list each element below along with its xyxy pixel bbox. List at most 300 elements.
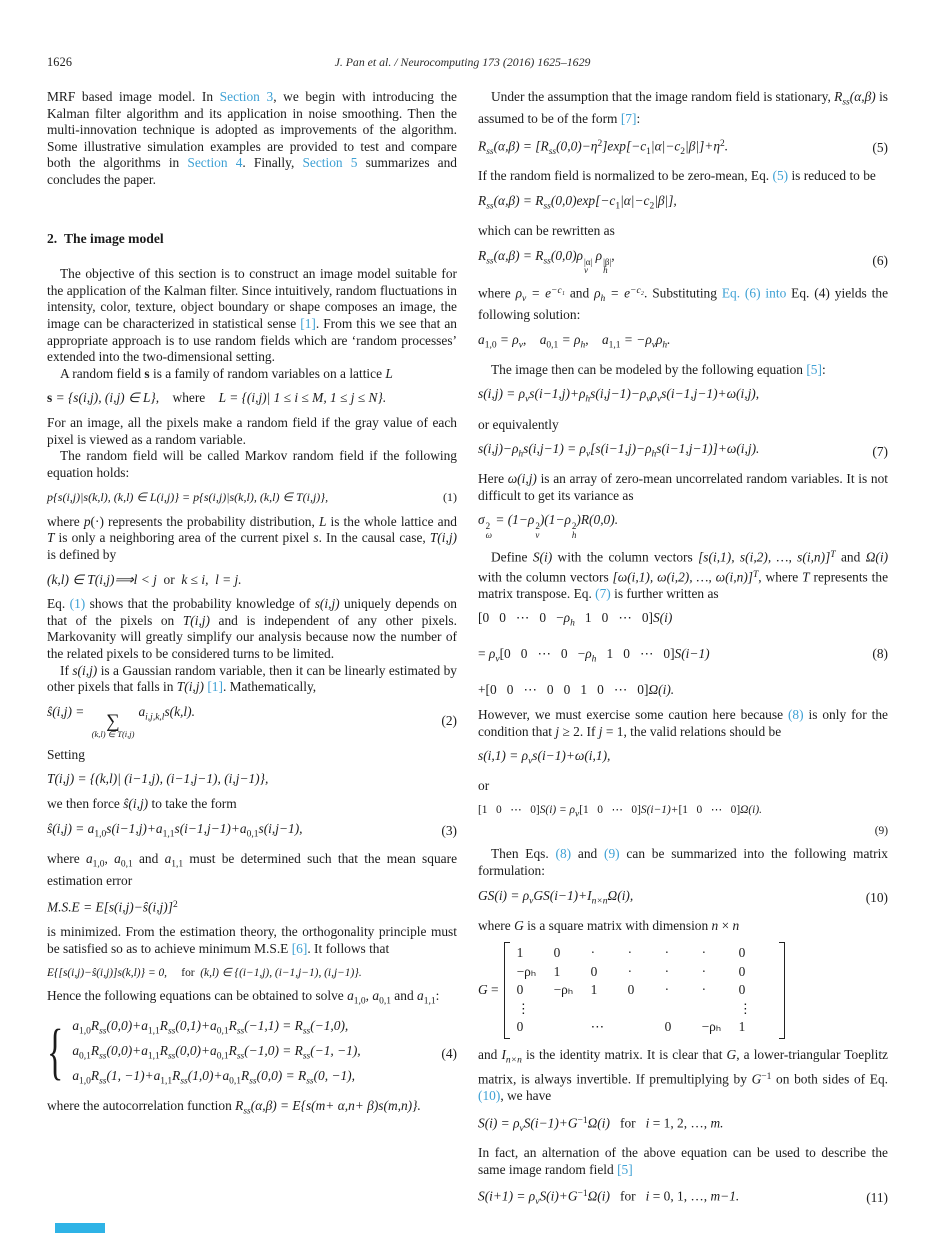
stack-sub: h xyxy=(603,265,608,276)
text-run: (α,β) = [R xyxy=(493,138,549,154)
text-run: [1 0 ⋯ 0] xyxy=(579,803,641,816)
text-run: In fact, an alternation of the above equation can be used to describe the same image random field xyxy=(478,1145,888,1177)
paragraph xyxy=(478,89,888,128)
text-run: −c₂ xyxy=(630,285,644,296)
paragraph xyxy=(47,415,457,448)
equation-line xyxy=(47,489,435,506)
ref-link[interactable]: (10) xyxy=(478,1087,501,1103)
equation-body xyxy=(478,1186,858,1211)
text-run: [1 0 ⋯ 0] xyxy=(678,803,741,816)
text-run: and xyxy=(564,285,595,301)
equation xyxy=(478,748,888,770)
equation-body xyxy=(478,386,888,408)
paragraph xyxy=(478,223,888,240)
paragraph xyxy=(47,596,457,662)
text-run: S(i) xyxy=(532,549,553,565)
text-run: G xyxy=(478,982,488,998)
equation-body xyxy=(478,1113,888,1138)
text-run: E{[s(i,j)−ŝ(i,j)]s(k,l)} = 0, xyxy=(47,966,168,979)
text-run: , xyxy=(585,331,602,347)
text-run: v xyxy=(585,449,591,460)
text-run: S(i) = ρ xyxy=(478,1115,520,1130)
text-run: 1,0 xyxy=(353,996,366,1007)
text-run: σ xyxy=(478,512,485,528)
text-run: If the random field is normalized to be zero-mean, Eq. xyxy=(478,168,773,184)
equation-number: (10) xyxy=(865,890,888,906)
text-run: −1 xyxy=(577,1189,588,1200)
text-run: 1,1 xyxy=(147,1026,160,1037)
text-run: 2. The image model xyxy=(47,230,164,246)
ref-link[interactable]: (7) xyxy=(595,585,611,601)
text-run: for xyxy=(167,966,201,979)
equation-line xyxy=(478,646,864,668)
text-run: . Finally, xyxy=(242,155,303,171)
equation-body xyxy=(47,489,435,506)
text-run: , xyxy=(522,331,540,347)
paragraph xyxy=(47,851,457,890)
text-run: T xyxy=(802,569,810,584)
equation-line xyxy=(478,248,864,275)
matrix-lhs xyxy=(478,982,499,999)
text-run: is a family of random variables on a lattice xyxy=(149,365,386,381)
stack-sub: v xyxy=(535,529,540,540)
text-run: ρ xyxy=(515,285,523,301)
text-run: (0,1)+a xyxy=(175,1017,217,1033)
equation-line xyxy=(478,441,864,463)
running-head: J. Pan et al. / Neurocomputing 173 (2016) 1625–1629 xyxy=(334,55,591,69)
text-run: ρ xyxy=(594,285,601,301)
matrix-cell: · xyxy=(701,963,707,979)
text-run: v xyxy=(535,1197,540,1208)
text-run: (α,β) = E{s(m+ α,n+ β)s(m,n)}. xyxy=(250,1098,421,1114)
ref-link[interactable]: (9) xyxy=(604,846,620,862)
text-run: Then Eqs. xyxy=(491,846,556,862)
text-run: ss xyxy=(99,1026,107,1037)
paragraph xyxy=(478,547,888,602)
text-run: Ω(i) xyxy=(865,549,889,565)
text-run: a xyxy=(72,1067,80,1083)
equation xyxy=(47,897,457,916)
text-run: where xyxy=(47,850,86,866)
text-run: +[0 0 ⋯ 0 0 1 0 ⋯ 0] xyxy=(478,682,649,698)
equation-body xyxy=(478,748,888,770)
text-run: [s(i−1,j)−ρ xyxy=(590,441,652,457)
equation-line xyxy=(478,748,888,770)
text-run: and xyxy=(571,846,605,862)
equation-body xyxy=(478,136,864,161)
text-run: (1, −1)+a xyxy=(106,1067,161,1083)
text-run: 0,1 xyxy=(229,1076,242,1087)
ref-link[interactable]: (1) xyxy=(69,596,86,612)
equation-body xyxy=(478,193,888,215)
text-run: G xyxy=(751,1071,762,1087)
text-run: , we begin with introducing the Kalman filter algorithm and its application in noise smoothing. Then the multi-innovation technique is adopted as improvements of the algorithm. Some illustrative simulation examples are provided to test and compare both the algorithms in xyxy=(47,89,458,171)
text-run: 1 0 ⋯ 0] xyxy=(596,646,675,662)
equation xyxy=(478,1113,888,1138)
text-run: : xyxy=(821,361,826,377)
matrix-cell: −ρₕ xyxy=(553,982,574,998)
text-run: , xyxy=(104,850,115,866)
text-run: 2 xyxy=(649,201,655,212)
text-run: |β|], xyxy=(654,192,677,208)
text-run: Ω(i), xyxy=(607,887,634,903)
text-run: s(i−1)+ω(i,1), xyxy=(532,748,611,764)
text-run: n xyxy=(711,917,719,933)
text-run: . xyxy=(667,331,671,347)
ref-link[interactable]: [7] xyxy=(620,111,637,127)
text-run: = (1−ρ xyxy=(491,512,535,528)
equation-line xyxy=(478,386,888,408)
text-run: I xyxy=(501,1046,506,1062)
equation-number: (1) xyxy=(443,490,457,505)
text-run: ss xyxy=(486,146,494,157)
stack-sup: 2 xyxy=(485,521,491,532)
text-run: . xyxy=(724,138,729,154)
text-run: (α,β) = R xyxy=(493,247,544,263)
equation-line xyxy=(47,821,433,843)
equation-line xyxy=(47,704,433,739)
text-run: (−1,0) = R xyxy=(244,1042,303,1058)
equation-body xyxy=(478,248,864,275)
text-run: ρ xyxy=(563,610,571,626)
ref-link[interactable]: [1] xyxy=(207,679,223,695)
text-run: R xyxy=(228,1017,237,1033)
text-run: S(i) xyxy=(652,610,673,626)
equation-line xyxy=(72,1043,433,1065)
text-run: v xyxy=(495,654,500,665)
text-run: 1 0 ⋯ 0] xyxy=(574,610,653,626)
paragraph xyxy=(47,663,457,696)
paragraph xyxy=(47,796,457,813)
text-run: (0,0)−η xyxy=(556,138,598,154)
text-run: ss xyxy=(486,201,494,212)
column-left xyxy=(47,89,457,1219)
text-run: |α|−c xyxy=(650,138,681,154)
text-run: s(i−1,j)+a xyxy=(106,820,163,836)
text-run: ≥ 2. If xyxy=(559,723,599,739)
equation-line xyxy=(478,332,888,354)
text-run: s(i−1,j−1)+a xyxy=(174,820,247,836)
text-run: v xyxy=(522,293,527,304)
equation-line xyxy=(478,610,864,632)
text-run: for xyxy=(609,1188,646,1204)
paragraph xyxy=(478,362,888,379)
text-run: T(i,j) xyxy=(176,679,204,695)
text-run: 1,0 xyxy=(484,340,497,351)
text-run: s(k,l). xyxy=(164,703,195,719)
ref-link[interactable]: (8) xyxy=(787,706,804,722)
system-brace: { xyxy=(47,1018,64,1087)
text-run: 0,1 xyxy=(379,996,391,1007)
text-run: [ω(i,1), ω(i,2), …, ω(i,n)] xyxy=(612,569,753,584)
paragraph xyxy=(47,988,457,1010)
text-run: ρ xyxy=(655,331,663,347)
text-run: (k,l) ∈ T(i,j)⟹l < j xyxy=(47,571,157,587)
text-run: ss xyxy=(306,1076,314,1087)
matrix-cell xyxy=(552,1018,589,1037)
equation xyxy=(478,136,888,161)
text-run: Setting xyxy=(47,746,85,762)
matrix-cell: 0 xyxy=(590,963,598,979)
text-run: a xyxy=(478,331,485,347)
matrix-left-bracket xyxy=(504,942,510,1039)
text-run: is assumed to be of the form xyxy=(478,89,889,127)
matrix-cell xyxy=(700,1000,737,1019)
paragraph xyxy=(478,778,888,795)
text-run: (0,0)+a xyxy=(175,1042,217,1058)
equation xyxy=(47,572,457,589)
text-run: is defined by xyxy=(47,547,117,563)
header-page-number: 1626 xyxy=(47,55,73,69)
text-run: shows that the probability knowledge of xyxy=(85,596,315,612)
text-run: [0 0 ⋯ 0 − xyxy=(478,610,564,626)
ref-link[interactable]: Eq. (6) into xyxy=(721,285,787,301)
equation xyxy=(47,966,457,980)
text-run: where the autocorrelation function xyxy=(47,1098,236,1114)
text-run: ss xyxy=(167,1051,176,1062)
matrix-cell: · xyxy=(701,982,707,998)
text-run: (0,0) = R xyxy=(256,1067,307,1083)
text-run: (0,0)exp[−c xyxy=(550,192,616,208)
text-run: is further written as xyxy=(610,585,719,601)
ref-link[interactable]: Section 4 xyxy=(187,155,243,171)
text-run: Ω(i) xyxy=(587,1188,610,1204)
equation-body xyxy=(47,966,457,980)
text-run: R xyxy=(235,1098,244,1114)
text-run: If xyxy=(60,662,73,678)
equation-body xyxy=(478,332,888,354)
ref-link[interactable]: Section 3 xyxy=(219,89,274,104)
text-run: S(i)+G xyxy=(539,1188,578,1204)
equation-line xyxy=(478,136,864,161)
text-run: 1,0 xyxy=(92,859,105,870)
matrix-cell: 0 xyxy=(516,1019,524,1035)
text-run: represents the matrix transpose. Eq. xyxy=(478,569,889,601)
text-run: = −ρ xyxy=(620,331,652,347)
text-run: a xyxy=(72,1042,80,1058)
text-run: ŝ(i,j) = xyxy=(47,703,88,719)
text-run: ρ xyxy=(650,386,657,402)
paragraph xyxy=(47,924,457,957)
equation xyxy=(478,193,888,215)
text-run: ss xyxy=(249,1076,257,1087)
matrix-cell xyxy=(626,1018,663,1037)
text-run: 1,1 xyxy=(162,829,175,840)
equation xyxy=(47,821,457,843)
paragraph xyxy=(47,1098,457,1120)
text-run: s(i,j) xyxy=(314,596,340,612)
paragraph xyxy=(478,707,888,740)
text-run: ss xyxy=(543,256,551,267)
ref-link[interactable]: [5] xyxy=(617,1161,633,1177)
paragraph xyxy=(47,514,457,564)
equation-line xyxy=(478,888,858,910)
text-run: ŝ(i,j) xyxy=(123,796,149,811)
text-run: |β|]+η xyxy=(685,138,720,154)
equation-body xyxy=(72,1018,433,1090)
text-run: ω(i,j) xyxy=(507,471,537,487)
matrix-cell: · xyxy=(627,963,633,979)
text-run: R xyxy=(159,1017,168,1033)
text-run: MRF based image model. In xyxy=(47,89,220,104)
text-run: s(i,j) = ρ xyxy=(478,386,526,402)
text-run: Hence the following equations can be obtained to solve xyxy=(47,987,348,1003)
equation xyxy=(478,803,888,839)
text-run: T xyxy=(753,569,759,580)
sum-limits: (k,l) ∈ T(i,j) xyxy=(91,728,135,739)
text-run: (0,0)+a xyxy=(106,1042,148,1058)
text-run: is only a neighboring area of the current pixel xyxy=(54,530,314,546)
text-run: a xyxy=(138,703,146,719)
text-run: a xyxy=(85,850,93,866)
ref-link[interactable]: (8) xyxy=(555,846,572,862)
equation xyxy=(47,704,457,739)
text-run: R xyxy=(834,89,843,104)
equation-body xyxy=(478,610,864,699)
text-run: GS(i) = ρ xyxy=(478,887,530,903)
matrix-cell: 1 xyxy=(516,945,524,961)
matrix-cell xyxy=(589,1000,626,1019)
equation-line xyxy=(478,1186,858,1211)
text-run: which can be rewritten as xyxy=(478,222,615,238)
equation-line xyxy=(47,897,457,916)
text-run: Define xyxy=(491,549,533,565)
text-run: Eq. (4) yields the following solution: xyxy=(478,285,889,323)
matrix-cell: 0 xyxy=(738,982,746,998)
equation xyxy=(47,489,457,506)
matrix-right-bracket xyxy=(779,942,785,1039)
text-run: L = {(i,j)| 1 ≤ i ≤ M, 1 ≤ j ≤ N}. xyxy=(218,390,387,406)
matrix-cell: · xyxy=(701,945,707,961)
equation-number: (8) xyxy=(872,646,888,662)
equation-body xyxy=(478,512,888,539)
paragraph xyxy=(47,89,457,189)
equation-line xyxy=(72,1068,433,1090)
equation-line xyxy=(47,771,457,788)
matrix-cell: · xyxy=(664,945,670,961)
text-run: GS(i−1)+I xyxy=(533,887,592,903)
paragraph xyxy=(478,918,888,935)
equation-line xyxy=(47,390,457,407)
text-run: 1,1 xyxy=(608,340,621,351)
text-run: . In the causal case, xyxy=(318,530,430,546)
matrix-cell: ⋮ xyxy=(738,1000,752,1016)
text-run: 1,1 xyxy=(160,1076,173,1087)
text-run: T xyxy=(830,550,836,561)
text-run: ss xyxy=(302,1026,311,1037)
equation xyxy=(47,771,457,788)
text-run: (α,β) = R xyxy=(493,192,544,208)
text-run: p xyxy=(83,513,91,529)
text-run: and xyxy=(835,549,866,565)
text-run: G xyxy=(726,1046,737,1062)
equation xyxy=(47,390,457,407)
text-run: h xyxy=(585,394,591,405)
ref-link[interactable]: [1] xyxy=(300,315,316,331)
text-run: T(i,j) xyxy=(182,612,210,628)
equation-body xyxy=(47,390,457,407)
text-run: T(i,j) = {(k,l)| (i−1,j), (i−1,j−1), (i,j−1)}, xyxy=(47,771,269,787)
matrix-cell: · xyxy=(664,963,670,979)
text-run: (·) represents the probability distribution, xyxy=(90,513,319,529)
text-run: v xyxy=(528,756,533,767)
text-run: v xyxy=(651,340,656,351)
text-run: n×n xyxy=(591,896,608,907)
equation-number: (11) xyxy=(866,1190,888,1206)
text-run: h xyxy=(600,293,606,304)
text-run: , a lower-triangular Toeplitz matrix, is always invertible. If premultiplying by xyxy=(478,1046,888,1087)
text-run: is a Gaussian random variable, then it can be linearly estimated by other pixels that falls in xyxy=(47,662,457,695)
text-run: , where xyxy=(758,569,803,584)
text-run: ]exp[−c xyxy=(602,138,647,154)
text-run: ŝ(i,j) = a xyxy=(47,820,95,836)
paragraph xyxy=(478,417,888,434)
text-run: s xyxy=(47,390,53,406)
text-run: a xyxy=(72,1017,80,1033)
text-run: (1,0)+a xyxy=(187,1067,230,1083)
text-run: = ρ xyxy=(558,331,581,347)
ref-link[interactable]: [6] xyxy=(291,941,308,957)
text-run: 1,1 xyxy=(171,859,184,870)
text-run: 0,1 xyxy=(120,859,133,870)
text-run: h xyxy=(662,340,668,351)
matrix-cell: 1 xyxy=(590,982,598,998)
text-run: ss xyxy=(543,201,551,212)
text-run: s(i−1,j−1)+ω(i,j), xyxy=(661,386,760,402)
text-run: and xyxy=(132,850,165,866)
paragraph xyxy=(478,283,888,324)
text-run: : xyxy=(636,111,641,127)
ref-link[interactable]: Section 5 xyxy=(302,155,358,171)
text-run: on both sides of Eq. xyxy=(771,1071,888,1087)
matrix-equation xyxy=(478,942,888,1039)
equation xyxy=(478,386,888,408)
paragraph xyxy=(478,1047,888,1105)
text-run: . xyxy=(720,1115,724,1130)
text-run: S(i−1)+ xyxy=(640,803,679,816)
ref-link[interactable]: [5] xyxy=(806,361,822,377)
section-heading xyxy=(47,231,457,248)
matrix-cell: ⋯ xyxy=(590,1019,604,1035)
text-run: 2 xyxy=(597,138,603,149)
text-run: i,j,k,l xyxy=(145,712,165,723)
text-run: we then force xyxy=(47,796,124,811)
text-run: n xyxy=(732,917,740,933)
stack-sup: |α| xyxy=(583,256,593,267)
text-run: ss xyxy=(243,1106,251,1117)
stack-sub: ω xyxy=(485,529,492,540)
text-run: R xyxy=(159,1042,168,1058)
stack-sup: |β| xyxy=(603,256,612,267)
equation-body xyxy=(47,572,457,589)
text-run: : xyxy=(435,987,440,1003)
equation-number: (3) xyxy=(441,823,457,839)
matrix-cell: −ρₕ xyxy=(701,1019,722,1035)
equation xyxy=(478,332,888,354)
paragraph xyxy=(47,747,457,764)
text-run: ss xyxy=(486,256,494,267)
text-run: A random field xyxy=(60,365,145,381)
text-run: . Substituting xyxy=(643,285,722,301)
ref-link[interactable]: (5) xyxy=(772,168,789,184)
text-run: j xyxy=(555,723,560,739)
equation-line xyxy=(72,1018,433,1040)
text-run: 0,1 xyxy=(216,1051,229,1062)
text-run: and xyxy=(478,1046,502,1062)
text-run: Under the assumption that the image random field is stationary, xyxy=(491,89,835,104)
equation-line xyxy=(478,682,864,699)
matrix-cell: 0 xyxy=(664,1019,672,1035)
